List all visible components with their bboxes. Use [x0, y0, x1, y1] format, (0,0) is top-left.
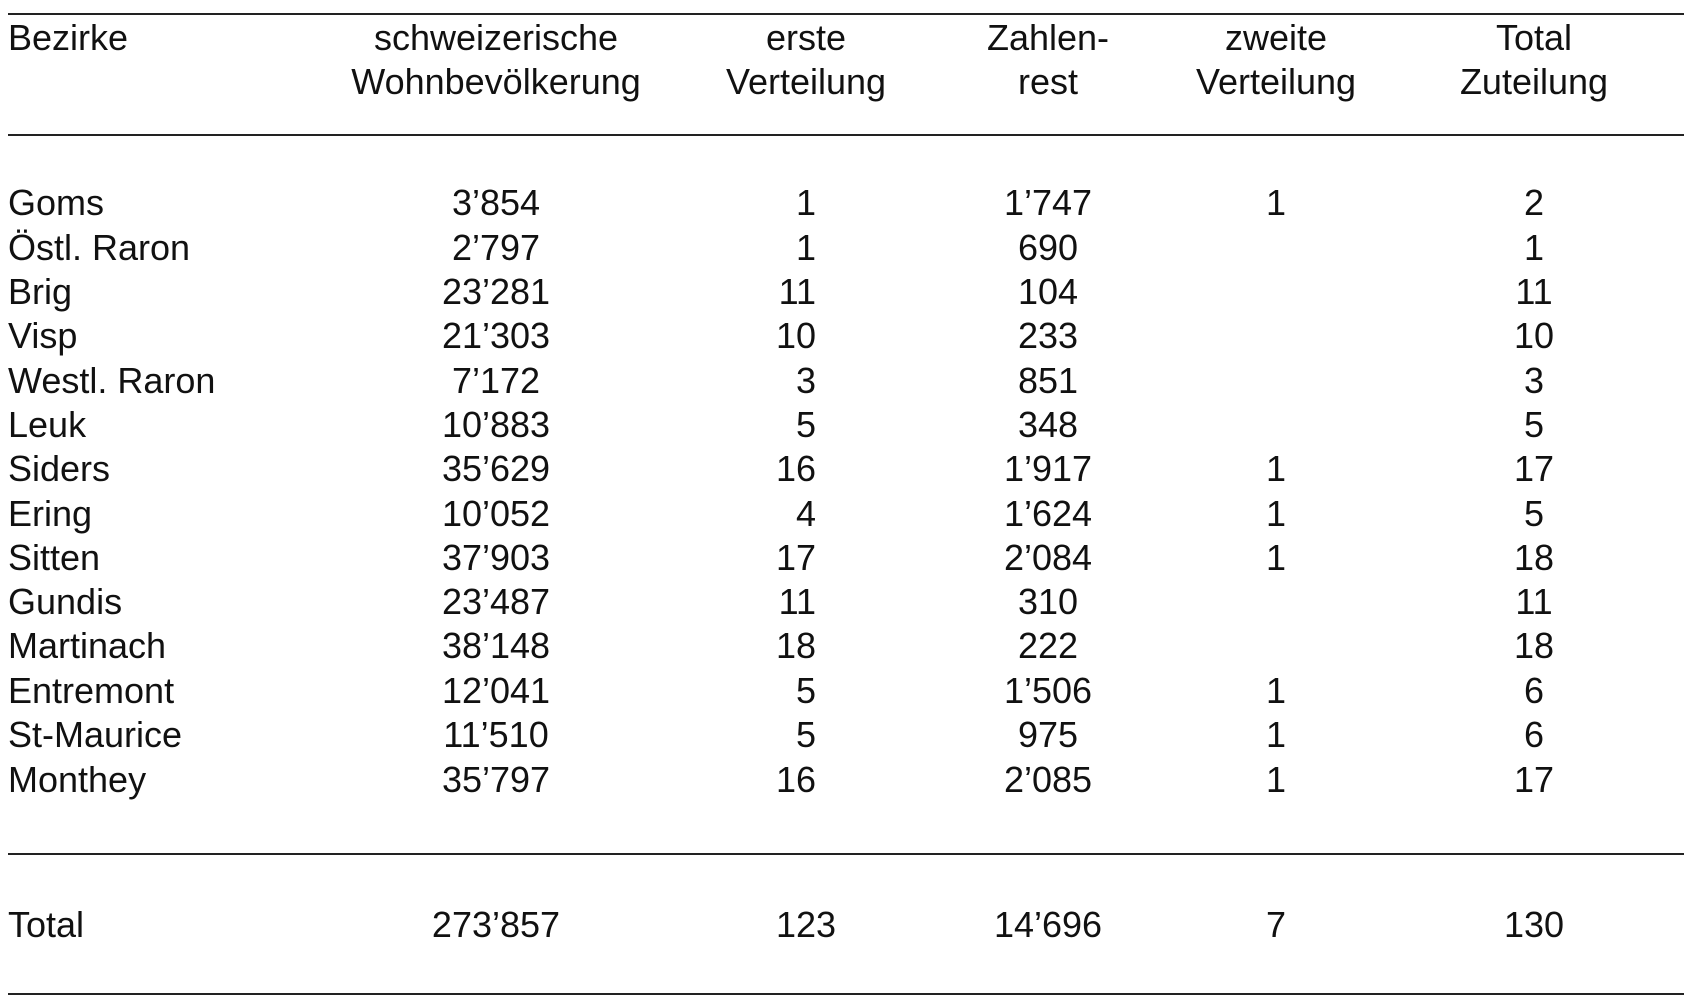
header-rest-line2: rest [1017, 61, 1078, 102]
row-total: 5 [1523, 493, 1545, 534]
row-population: 23’281 [441, 271, 551, 312]
row-total: 6 [1523, 670, 1545, 711]
header-erste-line1: erste [765, 17, 847, 58]
row-zweite: 1 [1265, 448, 1287, 489]
row-total: 10 [1513, 315, 1555, 356]
row-zweite: 1 [1265, 493, 1287, 534]
header-total-line2: Zuteilung [1459, 61, 1609, 102]
header-population [316, 16, 676, 104]
header-erste-line2: Verteilung [725, 61, 887, 102]
header-population-line1: schweizerische [373, 17, 619, 58]
total-row-population: 273’857 [431, 904, 561, 945]
row-erste: 17 [775, 537, 816, 578]
row-total: 6 [1523, 714, 1545, 755]
header-total-line1: Total [1495, 17, 1573, 58]
row-population: 2’797 [451, 227, 541, 268]
row-zweite: 1 [1265, 714, 1287, 755]
row-total: 17 [1513, 448, 1555, 489]
row-erste: 10 [775, 315, 816, 356]
row-total: 5 [1523, 404, 1545, 445]
row-name: St-Maurice [8, 714, 183, 755]
row-erste: 11 [778, 581, 816, 622]
row-erste: 11 [778, 271, 816, 312]
row-population: 23’487 [441, 581, 551, 622]
row-population: 35’629 [441, 448, 551, 489]
row-rest: 1’917 [1003, 448, 1093, 489]
row-name: Entremont [8, 670, 175, 711]
row-total: 1 [1523, 227, 1545, 268]
row-erste: 5 [795, 404, 816, 445]
row-population: 10’052 [441, 493, 551, 534]
row-name: Östl. Raron [8, 227, 191, 268]
header-population-line2: Wohnbevölkerung [351, 61, 641, 102]
row-rest: 348 [1017, 404, 1079, 445]
row-name: Ering [8, 493, 93, 534]
total-row-zweite: 7 [1265, 904, 1287, 945]
row-rest: 104 [1017, 271, 1079, 312]
row-total: 2 [1523, 182, 1545, 223]
row-name: Brig [8, 271, 73, 312]
total-row-erste: 123 [775, 904, 837, 945]
row-total: 18 [1513, 537, 1555, 578]
row-population: 10’883 [441, 404, 551, 445]
row-population: 35’797 [441, 759, 551, 800]
row-erste: 5 [795, 670, 816, 711]
row-population: 3’854 [451, 182, 541, 223]
row-rest: 1’747 [1003, 182, 1093, 223]
header-bezirke-label: Bezirke [8, 17, 129, 58]
row-population: 11’510 [443, 714, 549, 755]
row-rest: 233 [1017, 315, 1079, 356]
header-rest-line1: Zahlen- [986, 17, 1110, 58]
row-erste: 3 [795, 360, 816, 401]
row-rest: 2’084 [1003, 537, 1093, 578]
row-population: 7’172 [451, 360, 541, 401]
row-name: Westl. Raron [8, 360, 216, 401]
header-total-zuteilung [1416, 16, 1652, 104]
row-zweite: 1 [1265, 759, 1287, 800]
row-name: Goms [8, 182, 105, 223]
row-name: Leuk [8, 404, 87, 445]
row-erste: 4 [795, 493, 816, 534]
header-erste-verteilung [700, 16, 912, 104]
row-rest: 851 [1017, 360, 1079, 401]
row-zweite: 1 [1265, 182, 1287, 223]
row-name: Martinach [8, 625, 167, 666]
header-zweite-line2: Verteilung [1195, 61, 1357, 102]
row-rest: 222 [1017, 625, 1079, 666]
row-population: 21’303 [441, 315, 551, 356]
row-erste: 5 [795, 714, 816, 755]
header-zahlenrest [936, 16, 1160, 104]
row-rest: 2’085 [1003, 759, 1093, 800]
row-total: 17 [1513, 759, 1555, 800]
header-zweite-line1: zweite [1224, 17, 1328, 58]
row-name: Visp [8, 315, 78, 356]
row-zweite: 1 [1265, 537, 1287, 578]
row-name: Monthey [8, 759, 147, 800]
row-population: 12’041 [441, 670, 551, 711]
total-row-total: 130 [1503, 904, 1565, 945]
row-erste: 18 [775, 625, 816, 666]
row-erste: 1 [795, 227, 816, 268]
row-total: 18 [1513, 625, 1555, 666]
row-rest: 690 [1017, 227, 1079, 268]
total-row-rest: 14’696 [993, 904, 1103, 945]
row-total: 11 [1515, 581, 1553, 622]
total-row-name: Total [8, 904, 85, 945]
row-name: Gundis [8, 581, 123, 622]
row-name: Siders [8, 448, 111, 489]
row-name: Sitten [8, 537, 101, 578]
table-bottom-rule [8, 993, 1684, 995]
row-rest: 310 [1017, 581, 1079, 622]
row-erste: 1 [795, 182, 816, 223]
row-total: 3 [1523, 360, 1545, 401]
row-erste: 16 [775, 759, 816, 800]
header-bezirke [8, 16, 308, 60]
row-rest: 1’624 [1003, 493, 1093, 534]
header-zweite-verteilung [1176, 16, 1376, 104]
row-rest: 1’506 [1003, 670, 1093, 711]
total-top-rule [8, 853, 1684, 855]
table-top-rule [8, 13, 1684, 15]
row-total: 11 [1515, 271, 1553, 312]
row-erste: 16 [775, 448, 816, 489]
row-rest: 975 [1017, 714, 1079, 755]
row-zweite: 1 [1265, 670, 1287, 711]
header-bottom-rule [8, 134, 1684, 136]
row-population: 37’903 [441, 537, 551, 578]
row-population: 38’148 [441, 625, 551, 666]
